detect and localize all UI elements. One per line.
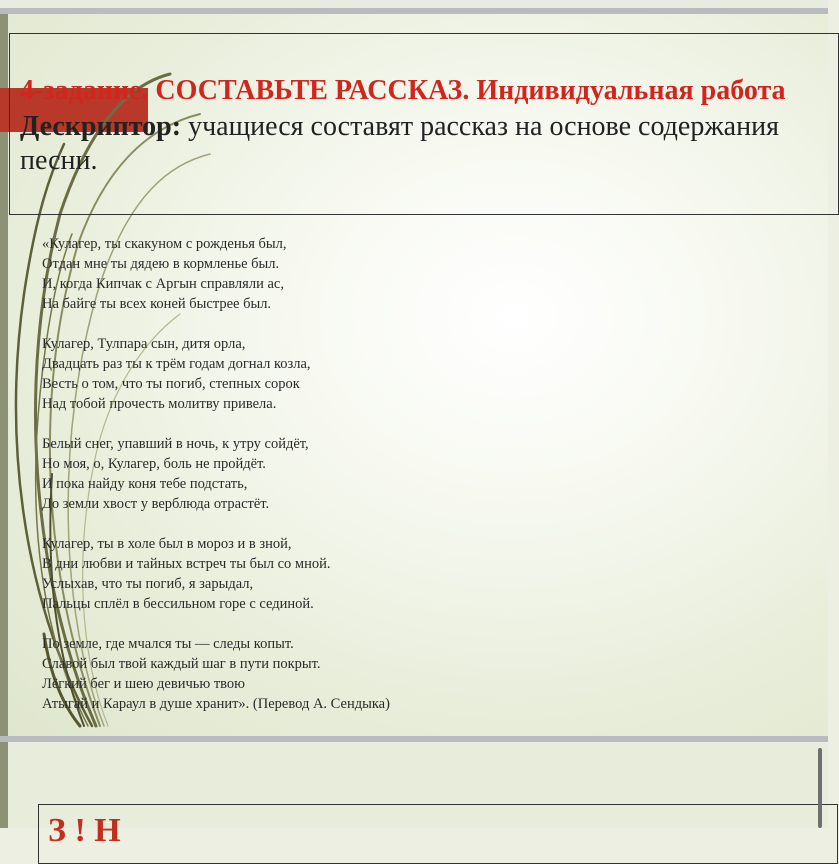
next-slide-preview[interactable] [0,742,828,849]
poem-stanza [42,334,390,414]
top-divider-light [0,0,828,8]
poem-line: «Кулагер, ты скакуном с рожденья был, [42,236,287,252]
poem-line: На байге ты всех коней быстрее был. [42,296,272,312]
poem-line: Кулагер, ты в холе был в мороз и в зной, [42,536,292,552]
poem-line: Но моя, о, Кулагер, боль не пройдёт. [42,456,266,472]
next-slide-title-box [38,804,838,864]
descriptor-text: учащиеся составят рассказ на основе содержания песни. [20,111,779,176]
descriptor-paragraph [20,110,825,178]
poem-line: Пальцы сплёл в бессильном горе с сединой. [42,596,314,612]
vertical-scrollbar[interactable] [818,748,822,828]
poem-line: Белый снег, упавший в ночь, к утру сойдёт, [42,436,309,452]
poem-line: До земли хвост у верблюда отрастёт. [42,496,270,512]
next-slide-left-stripe [0,742,8,828]
poem-line: По земле, где мчался ты — следы копыт. [42,636,294,652]
descriptor-label: Дескриптор: [20,111,182,142]
poem-line: Весть о том, что ты погиб, степных сорок [42,376,300,392]
poem [42,234,390,734]
task-heading: 4-задание. СОСТАВЬТЕ РАССКАЗ. Индивидуальная работа [20,75,786,106]
poem-line: И пока найду коня тебе подстать, [42,476,248,492]
poem-line: В дни любви и тайных встреч ты был со мной. [42,556,331,572]
poem-stanza [42,534,390,614]
poem-stanza [42,234,390,314]
poem-line: Двадцать раз ты к трём годам догнал козла, [42,356,311,372]
poem-line: И, когда Кипчак с Аргын справляли ас, [42,276,284,292]
poem-line: Над тобой прочесть молитву привела. [42,396,277,412]
poem-line: Атыгай и Караул в душе хранит». (Перевод А. Сендыка) [42,696,390,712]
poem-line: Кулагер, Тулпара сын, дитя орла, [42,336,246,352]
poem-stanza [42,434,390,514]
next-slide-title: З ! Н [48,812,121,849]
slide [0,14,828,736]
poem-line: Славой был твой каждый шаг в пути покрыт. [42,656,321,672]
poem-line: Отдан мне ты дядею в кормленье был. [42,256,280,272]
poem-line: Лёгкий бег и шею девичью твою [42,676,245,692]
poem-stanza [42,634,390,714]
poem-line: Услыхав, что ты погиб, я зарыдал, [42,576,254,592]
